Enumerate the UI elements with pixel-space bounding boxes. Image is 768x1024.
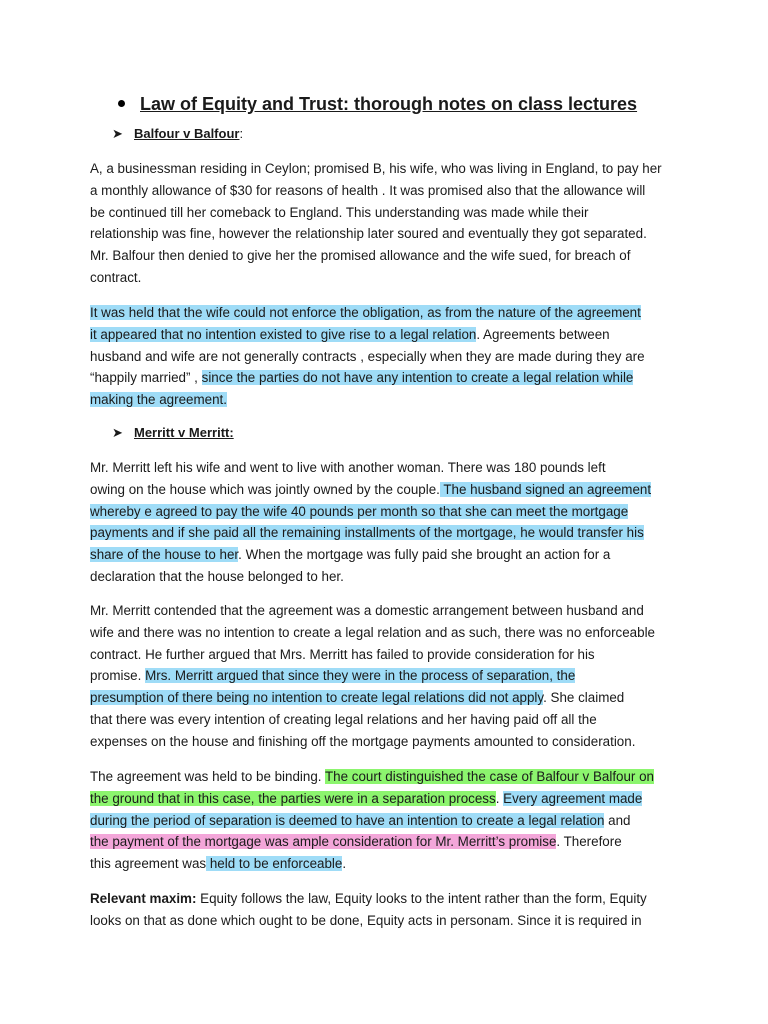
- paragraph-merritt-facts: [90, 457, 680, 588]
- text-line: A, a businessman residing in Ceylon; promised B, his wife, who was living in England, to pay her: [90, 161, 662, 176]
- text-line: Relevant maxim: Equity follows the law, Equity looks to the intent rather than the form, Equity: [90, 891, 647, 906]
- text-line: it appeared that no intention existed to give rise to a legal relation. Agreements between: [90, 326, 610, 342]
- text-line: that there was every intention of creating legal relations and her having paid off all the: [90, 711, 597, 727]
- highlight-blue: share of the house to her: [90, 547, 239, 563]
- text-line: expenses on the house and finishing off the mortgage payments amounted to consideration.: [90, 733, 636, 749]
- text-line: husband and wife are not generally contracts , especially when they are made during they are: [90, 348, 645, 364]
- highlight-blue: Every agreement made: [503, 790, 643, 806]
- text-line: contract. He further argued that Mrs. Merritt has failed to provide consideration for his: [90, 646, 595, 662]
- highlight-blue: The husband signed an agreement: [439, 481, 652, 497]
- text-line: promise. Mrs. Merritt argued that since they were in the process of separation, the: [90, 668, 576, 684]
- document-title: [118, 94, 637, 115]
- case-name: Merritt v Merritt:: [134, 425, 234, 440]
- highlight-blue: whereby e agreed to pay the wife 40 pounds per month so that she can meet the mortgage: [90, 503, 629, 519]
- highlight-blue: during the period of separation is deemed to have an intention to create a legal relation: [90, 812, 605, 828]
- highlight-blue: presumption of there being no intention to create legal relations did not apply: [90, 690, 544, 706]
- text-line: be continued till her comeback to England. This understanding was made while their: [90, 204, 589, 220]
- paragraph-balfour-held: [90, 302, 680, 411]
- maxim-label: Relevant maxim:: [90, 891, 197, 906]
- paragraph-relevant-maxim: [90, 888, 680, 932]
- paragraph-balfour-facts: [90, 158, 680, 289]
- text-line: share of the house to her. When the mortgage was fully paid she brought an action for a: [90, 547, 611, 563]
- text-line: a monthly allowance of $30 for reasons of health . It was promised also that the allowance will: [90, 182, 646, 198]
- arrow-bullet-icon: ➤: [112, 425, 123, 440]
- text-line: looks on that as done which ought to be done, Equity acts in personam. Since it is required in: [90, 912, 642, 928]
- highlight-green: the ground that in this case, the parties were in a separation process: [90, 790, 496, 806]
- case-heading-balfour: ➤ Balfour v Balfour:: [112, 126, 244, 141]
- text-line: [90, 389, 680, 411]
- text-line: during the period of separation is deemed to have an intention to create a legal relation and: [90, 812, 631, 828]
- highlight-green: The court distinguished the case of Balfour v Balfour on: [325, 769, 655, 784]
- text-line: Mr. Balfour then denied to give her the promised allowance and the wife sued, for breach of: [90, 248, 631, 264]
- bullet-icon: [118, 100, 125, 107]
- highlight-blue: making the agreement.: [90, 392, 227, 408]
- highlight-pink: the payment of the mortgage was ample consideration for Mr. Merritt’s promise: [90, 834, 557, 850]
- highlight-blue: Mrs. Merritt argued that since they were in the process of separation, the: [145, 668, 576, 684]
- text-line: declaration that the house belonged to her.: [90, 568, 344, 584]
- text-line: Mr. Merritt left his wife and went to live with another woman. There was 180 pounds left: [90, 460, 606, 475]
- highlight-blue: since the parties do not have any intention to create a legal relation while: [201, 370, 634, 386]
- text-line: The agreement was held to be binding. The court distinguished the case of Balfour v Balfour on: [90, 769, 655, 784]
- text-line: wife and there was no intention to create a legal relation and as such, there was no enforceable: [90, 624, 655, 640]
- text-line: the payment of the mortgage was ample consideration for Mr. Merritt’s promise. Therefore: [90, 834, 622, 850]
- text-line: [90, 522, 680, 544]
- text-line: [90, 302, 680, 324]
- highlight-blue: it appeared that no intention existed to give rise to a legal relation: [90, 326, 477, 342]
- highlight-blue: payments and if she paid all the remaining installments of the mortgage, he would transfer his: [90, 525, 644, 541]
- text-line: owing on the house which was jointly owned by the couple. The husband signed an agreement: [90, 481, 652, 497]
- text-line: relationship was fine, however the relationship later soured and eventually they got separated.: [90, 226, 647, 242]
- text-line: Mr. Merritt contended that the agreement was a domestic arrangement between husband and: [90, 603, 644, 618]
- text-line: presumption of there being no intention to create legal relations did not apply. She claimed: [90, 690, 625, 706]
- paragraph-merritt-held: [90, 766, 680, 875]
- highlight-blue: held to be enforceable: [206, 856, 343, 872]
- title-text: Law of Equity and Trust: thorough notes on class lectures: [140, 94, 638, 114]
- arrow-bullet-icon: ➤: [112, 126, 123, 141]
- text-line: “happily married” , since the parties do not have any intention to create a legal relation while: [90, 370, 634, 386]
- text-line: the ground that in this case, the parties were in a separation process. Every agreement made: [90, 790, 643, 806]
- paragraph-merritt-arguments: [90, 600, 680, 753]
- text-line: contract.: [90, 269, 142, 285]
- highlight-blue: It was held that the wife could not enforce the obligation, as from the nature of the agreement: [90, 305, 641, 320]
- case-name: Balfour v Balfour: [134, 126, 240, 141]
- text-line: [90, 501, 680, 523]
- case-heading-merritt: [112, 425, 234, 441]
- text-line: this agreement was held to be enforceable.: [90, 856, 347, 872]
